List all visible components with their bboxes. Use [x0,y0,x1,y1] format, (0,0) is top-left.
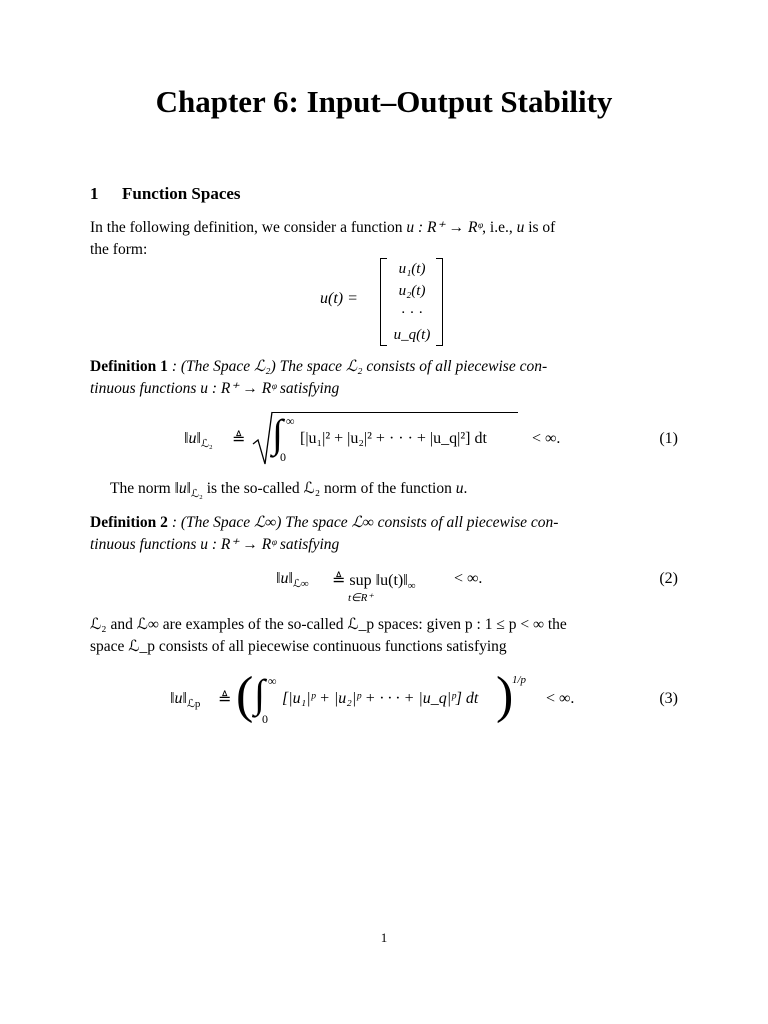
equation-2 [276,570,506,610]
definition-2-body-line1: : (The Space ℒ∞) The space ℒ∞ consists of all piecewise con- [167,514,559,531]
intro-paragraph [90,217,678,261]
vector-lhs: u(t) = [320,290,358,307]
definition-1-body-line1: : (The Space ℒ₂) The space ℒ₂ consists of all piecewise con- [167,358,548,375]
definition-1 [90,356,678,400]
vector-row: u₁(t) [398,261,426,277]
equation-3 [170,667,610,736]
eq3-int-lower: 0 [262,712,268,726]
right-bracket [436,258,443,346]
left-bracket [380,258,387,346]
integral-sign: ∫ [254,671,265,716]
norm-text-e: norm of the function [320,480,456,497]
definition-1-body-line2: tinuous functions u : R⁺ → Rᵠ satisfying [90,380,340,397]
lp-line1: ℒ₂ and ℒ∞ are examples of the so-called ℒ_p spaces: given p : 1 ≤ p < ∞ the [90,616,567,633]
eq2-under: t∈R⁺ [348,592,374,604]
eq3-def-symbol: ≜ [218,691,232,708]
norm-l2: ℒ₂ [303,480,321,497]
left-paren: ( [236,667,254,724]
definition-2 [90,512,678,556]
lp-line2: space ℒ_p consists of all piecewise continuous functions satisfying [90,638,507,655]
definition-2-head: Definition 2 [90,514,168,531]
sqrt-bar [272,412,518,413]
intro-text-d: is of [524,219,556,236]
norm-sentence [110,478,670,505]
eq1-lhs-sub: ℒ₂ [200,438,213,451]
intro-text-b: , i.e., [482,219,517,236]
eq1-int-upper: ∞ [286,414,295,428]
eq2-lhs-sub: ℒ∞ [292,578,309,591]
integral-sign: ∫ [272,411,283,456]
eq2-lhs: ‖u‖ [276,570,293,587]
equation-2-number: (2) [659,570,678,587]
eq2-rhs: < ∞. [454,570,483,587]
intro-math: u : R⁺ → Rᵠ [406,219,483,236]
intro-text-a: In the following definition, we consider a function [90,219,407,236]
norm-period: . [463,480,468,497]
section-title: Function Spaces [122,184,241,203]
eq1-integrand: [|u₁|² + |u₂|² + · · · + |u_q|²] dt [300,430,487,447]
eq3-lhs: ‖u‖ [170,690,187,707]
page-number: 1 [380,930,388,945]
eq3-int-upper: ∞ [268,674,277,688]
norm-symbol-sub: ℒ₂ [191,488,203,501]
intro-line2: the form: [90,241,148,258]
equation-1 [184,411,604,470]
vector-row: · · · [400,305,424,321]
norm-symbol: ‖u‖ [174,480,192,497]
equation-3-number: (3) [659,690,678,707]
norm-text-c: is the so-called [202,480,304,497]
eq1-rhs: < ∞. [532,430,561,447]
eq3-integrand: [|u₁|ᵖ + |u₂|ᵖ + · · · + |u_q|ᵖ] dt [282,690,479,707]
norm-text-a: The norm [110,480,175,497]
equation-1-number: (1) [659,430,678,447]
vector-equation [318,256,458,348]
eq1-def-symbol: ≜ [232,431,246,448]
vector-row: u_q(t) [393,327,431,343]
eq3-lhs-sub: ℒp [186,698,201,711]
norm-var-u: u [455,480,464,497]
lp-paragraph [90,614,678,658]
eq1-int-lower: 0 [280,450,286,464]
chapter-title: Chapter 6: Input–Output Stability [155,84,613,119]
sqrt-sign [252,410,274,468]
intro-var-u: u [516,219,525,236]
vector-row: u₂(t) [398,283,426,299]
section-number: 1 [90,184,99,203]
eq2-mid-sub: ∞ [407,580,416,593]
eq2-mid: ≜ sup ‖u(t)‖ [332,572,408,589]
right-paren: ) [496,667,514,724]
eq3-rhs: < ∞. [546,690,575,707]
definition-1-head: Definition 1 [90,358,168,375]
vector-rows [390,258,434,346]
definition-2-body-line2: tinuous functions u : R⁺ → Rᵠ satisfying [90,536,340,553]
eq1-lhs: ‖u‖ [184,430,201,447]
eq3-exponent: 1/p [512,674,527,686]
section-heading [90,184,241,204]
